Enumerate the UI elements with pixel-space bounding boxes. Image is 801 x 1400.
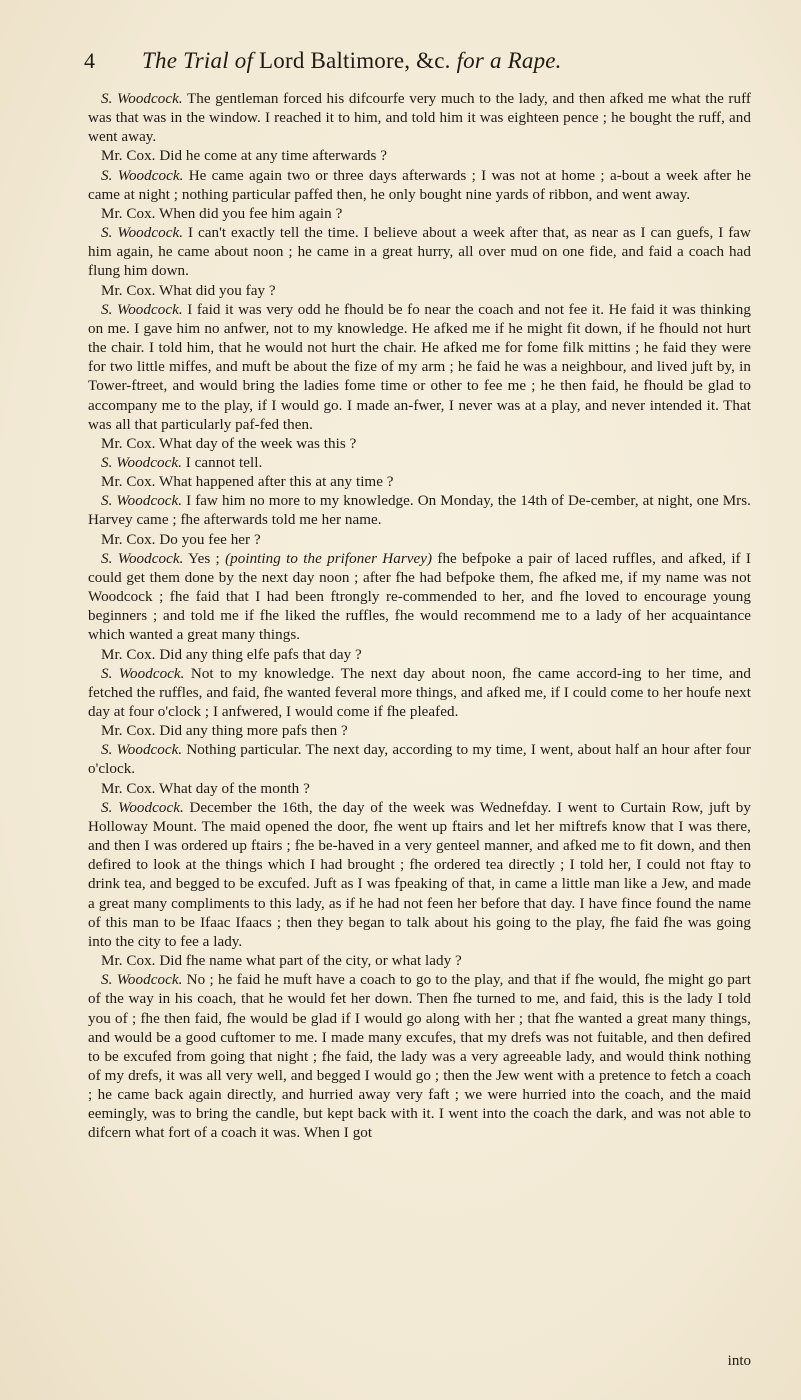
speaker-name: Mr. Cox. (101, 953, 156, 970)
dialogue-paragraph (88, 435, 751, 454)
speaker-name: S. Woodcock. (101, 799, 184, 816)
dialogue-paragraph (88, 780, 751, 799)
speaker-name: S. Woodcock. (101, 550, 184, 567)
dialogue-paragraph (88, 282, 751, 301)
speech-text: December the 16th, the day of the week was Wednefday. I went to Curtain Row, juft by Holloway Mount. The maid opened the door, fhe went up ftairs and let her miftrefs know that I was there, and then I was ordered up ftairs ; fhe be-haved in a very genteel manner, and afked me to fit down, and then defired to look at the things which I had brought ; fhe ordered tea directly ; I told her, I could not ftay to drink tea, and begged to be excufed. Juft as I was fpeaking of that, in came a little man like a Jew, and made a great many compliments to this lady, as if he had not feen her before that day. I have fince found the name of this man to be Ifaac Ifaacs ; then they began to talk about his going to the play, fhe faid fhe was going into the city to fee a lady. (88, 799, 751, 950)
speaker-name: Mr. Cox. (101, 435, 156, 452)
speaker-name: S. Woodcock. (101, 454, 182, 471)
speaker-name: Mr. Cox. (101, 723, 156, 740)
speech-text: Nothing particular. The next day, according to my time, I went, about half an hour after four o'clock. (88, 742, 751, 778)
running-title-trial: Trial (183, 48, 229, 73)
speech-text: What did you fay ? (155, 282, 276, 299)
speech-text: No ; he faid he muft have a coach to go to the play, and that if fhe would, fhe might go part of the way in his coach, that he would fet her down. Then fhe turned to me, and faid, this is the lady I told you of ; fhe then faid, fhe would be glad if I would go along with her ; that fhe wanted a great many things, and would be a good cuftomer to me. I made many excufes, that my drefs was not fuitable, and then defired to be excufed from going that night ; fhe faid, the lady was a very agreeable lady, and would think nothing of my drefs, it was all very well, and begged I would go ; then the Jew went with a pretence to fetch a coach ; he came back again directly, and hurried away very faft ; we were hurried into the coach, and the maid eemingly, was to bring the candle, but kept back with it. I went into the coach the dark, and was not able to difcern what fort of a coach it was. When I got (88, 972, 751, 1142)
dialogue-paragraph (88, 952, 751, 971)
speaker-name: Mr. Cox. (101, 148, 156, 165)
speaker-name: Mr. Cox. (101, 780, 156, 797)
speech-text: What happened after this at any time ? (155, 474, 394, 491)
running-title-of: of (234, 48, 254, 73)
speaker-name: S. Woodcock. (101, 225, 184, 242)
speaker-name: S. Woodcock. (101, 167, 184, 184)
speech-text: The gentleman forced his difcourfe very much to the lady, and then afked me what the ruff was that was in the window. I reached it to him, and told him it was eighteen pence ; he bought the ruff, and went away. (88, 91, 751, 146)
dialogue-paragraph (88, 301, 751, 435)
speech-text: He came again two or three days afterwards ; I was not at home ; a-bout a week after he came at night ; nothing particular paffed then, he only bought nine yards of ribbon, and went away. (88, 167, 751, 203)
speech-text: I cannot tell. (181, 454, 263, 471)
dialogue-paragraph (88, 90, 751, 147)
dialogue-paragraph (88, 473, 751, 492)
dialogue-paragraph (88, 741, 751, 779)
speech-text: Did any thing more pafs then ? (155, 723, 348, 740)
speech-text: When did you fee him again ? (155, 205, 343, 222)
running-title-rape: Rape. (507, 48, 562, 73)
dialogue-paragraph (88, 147, 751, 166)
speaker-name: S. Woodcock. (101, 493, 183, 510)
speaker-name: S. Woodcock. (101, 742, 183, 759)
running-title-for-a: for a (456, 48, 502, 73)
speech-text: Not to my knowledge. The next day about noon, fhe came accord-ing to her time, and fetched the ruffles, and faid, fhe wanted feveral more things, and afked me, if I could come to her houfe next day at four o'clock ; I anfwered, I would come if fhe pleafed. (88, 665, 751, 720)
trial-transcript (88, 90, 751, 1144)
speaker-name: S. Woodcock. (101, 91, 183, 107)
speaker-name: Mr. Cox. (101, 531, 156, 548)
dialogue-paragraph (88, 971, 751, 1143)
running-title-the: The (142, 48, 178, 73)
speaker-name: Mr. Cox. (101, 205, 156, 222)
dialogue-paragraph (88, 167, 751, 205)
speech-text: I faw him no more to my knowledge. On Monday, the 14th of De-cember, at night, one Mrs. Harvey came ; fhe afterwards told me her name. (88, 493, 751, 529)
dialogue-paragraph (88, 454, 751, 473)
speaker-name: S. Woodcock. (101, 301, 183, 318)
speech-text-continued: fhe befpoke a pair of laced ruffles, and afked, if I could get them done by the next day noon ; after fhe had befpoke them, fhe afked me, if my name was not Woodcock ; fhe faid that I had been ftrongly re-commended to her, and fhe loved to encourage young beginners ; and told me if fhe liked the ruffles, fhe would recommend me to a lady of her acquaintance which wanted a great many things. (88, 550, 751, 644)
dialogue-paragraph (88, 531, 751, 550)
speaker-name: Mr. Cox. (101, 646, 156, 663)
speech-text: Did he come at any time afterwards ? (155, 148, 388, 165)
dialogue-paragraph (88, 665, 751, 722)
catchword: into (727, 1353, 751, 1369)
speaker-name: Mr. Cox. (101, 282, 156, 299)
speech-text: What day of the month ? (155, 780, 310, 797)
speech-text: Did any thing elfe pafs that day ? (155, 646, 362, 663)
stage-direction: (pointing to the prifoner Harvey) (225, 550, 433, 567)
speaker-name: S. Woodcock. (101, 972, 183, 989)
dialogue-paragraph (88, 646, 751, 665)
running-title-etc: &c. (416, 48, 451, 73)
speech-text: I faid it was very odd he fhould be fo near the coach and not fee it. He faid it was thinking on me. I gave him no anfwer, not to my knowledge. He afked me if he might fit down, if he fhould not hurt the chair. I told him, that he would not hurt the chair. He afked me for fome filk mittins ; he faid they were for two little miffes, and muft be about the fize of my arm ; he faid he was a neighbour, and lived juft by, in Tower-ftreet, and would bring the ladies fome time or other to fee me ; he then faid, he fhould be glad to accompany me to the play, if I would go. I made an-fwer, I never was at a play, and never intended it. That was all that particularly paf-fed then. (88, 301, 751, 433)
page-header (84, 48, 751, 88)
dialogue-paragraph (88, 205, 751, 224)
speech-text: I can't exactly tell the time. I believe about a week after that, as near as I can guefs, I faw him again, he came about noon ; he came in a great hurry, all over mud on one fide, and faid a coach had flung him down. (88, 225, 751, 280)
dialogue-paragraph (88, 224, 751, 281)
speech-text: What day of the week was this ? (155, 435, 357, 452)
dialogue-paragraph (88, 722, 751, 741)
page-number: 4 (84, 48, 95, 73)
running-title (142, 48, 562, 74)
speaker-name: S. Woodcock. (101, 665, 185, 682)
speech-text: Yes ; (183, 550, 226, 567)
running-title-lord: Lord Baltimore, (259, 48, 411, 73)
dialogue-paragraph (88, 550, 751, 646)
speaker-name: Mr. Cox. (101, 474, 156, 491)
speech-text: Did fhe name what part of the city, or what lady ? (155, 953, 462, 970)
dialogue-paragraph (88, 492, 751, 530)
dialogue-paragraph (88, 799, 751, 952)
speech-text: Do you fee her ? (155, 531, 261, 548)
